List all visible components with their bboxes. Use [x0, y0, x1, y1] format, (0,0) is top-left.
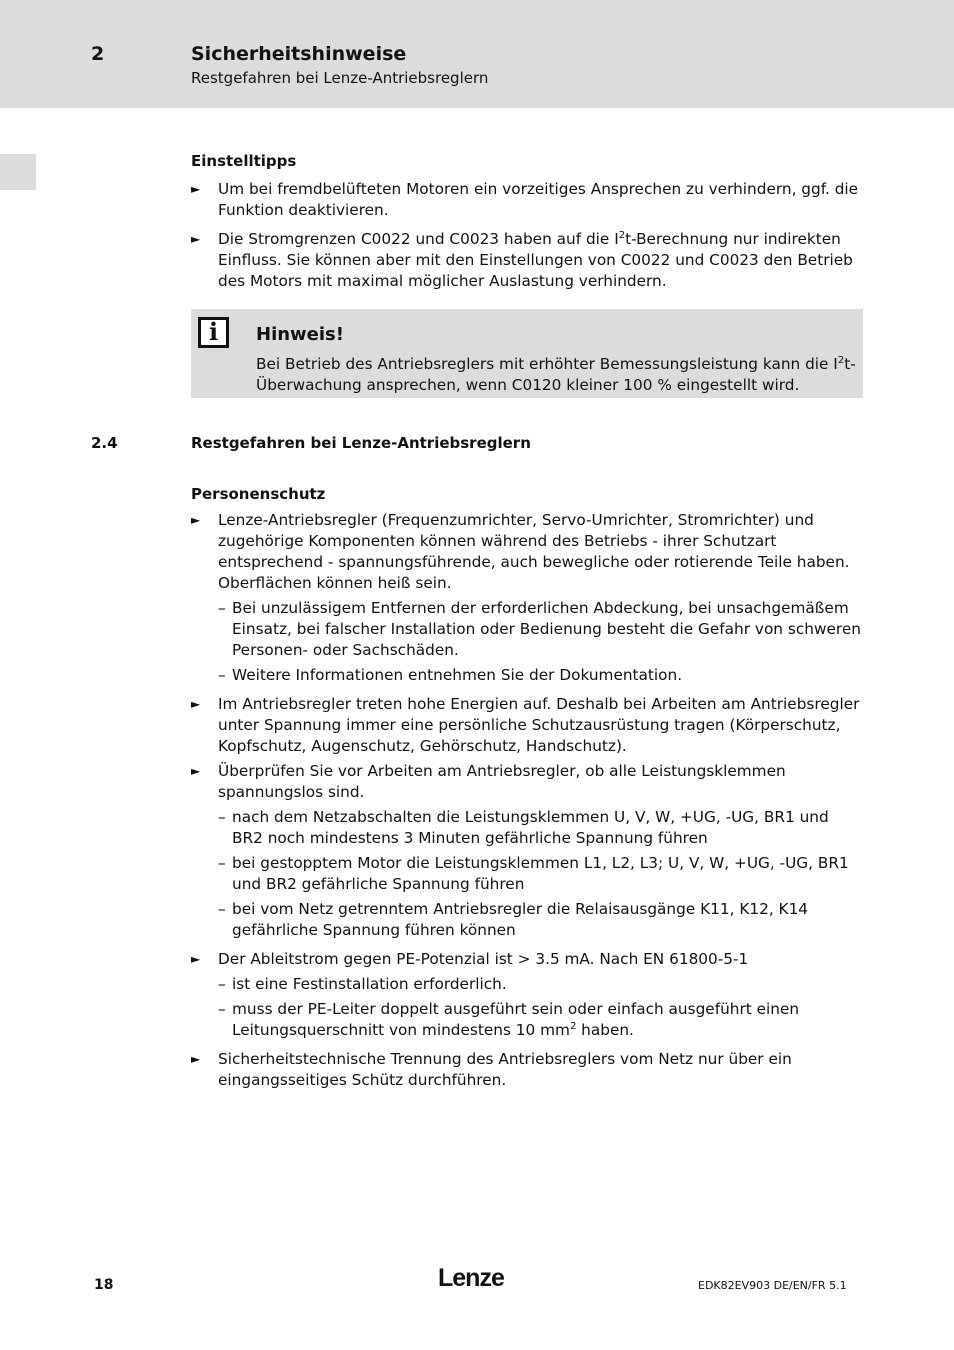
sub-list-item: – nach dem Netzabschalten die Leistungsklemmen U, V, W, +UG, -UG, BR1 und BR2 noch mindestens 3 Minuten gefährliche Spannung führen — [218, 808, 829, 847]
einstelltipps-section — [191, 151, 863, 292]
list-item-text: Der Ableitstrom gegen PE-Potenzial ist > 3.5 mA. Nach EN 61800-5-1 — [218, 950, 749, 968]
list-item — [191, 949, 863, 970]
bullet-arrow-icon: ► — [191, 764, 201, 778]
list-item-text: Lenze-Antriebsregler (Frequenzumrichter, Servo-Umrichter, Stromrichter) und zugehörige Komponenten können während des Betriebs - ihrer Schutzart entsprechend - spannungsführende, auch bewegliche oder rotierende Teile haben. Oberflächen können heiß sein. — [218, 511, 850, 592]
chapter-title: Sicherheitshinweise — [191, 43, 407, 65]
list-item — [191, 510, 863, 594]
sub-list-item-text: nach dem Netzabschalten die Leistungsklemmen U, V, W, +UG, -UG, BR1 und BR2 noch mindestens 3 Minuten gefährliche Spannung führen — [232, 808, 829, 847]
einstelltipps-heading: Einstelltipps — [191, 152, 297, 170]
list-item — [191, 229, 863, 292]
chapter-side-tab — [0, 154, 36, 190]
bullet-arrow-icon: ► — [191, 697, 201, 711]
bullet-arrow-icon: ► — [191, 232, 201, 246]
sub-list-item: – bei gestopptem Motor die Leistungsklemmen L1, L2, L3; U, V, W, +UG, -UG, BR1 und BR2 gefährliche Spannung führen — [218, 854, 849, 893]
sub-list-item: – Bei unzulässigem Entfernen der erforderlichen Abdeckung, bei unsachgemäßem Einsatz, bei falscher Installation oder Bedienung besteht die Gefahr von schweren Personen- oder Sachschäden. — [218, 599, 861, 659]
note-text: Bei Betrieb des Antriebsreglers mit erhöhter Bemessungsleistung kann die $I^2t$-Überwachung ansprechen, wenn C0120 kleiner 100 % eingestellt wird. — [256, 354, 856, 394]
list-item — [191, 1049, 863, 1091]
list-item-text: Um bei fremdbelüfteten Motoren ein vorzeitiges Ansprechen zu verhindern, ggf. die Funktion deaktivieren. — [218, 180, 859, 219]
info-icon: i — [198, 317, 229, 348]
chapter-number: 2 — [91, 43, 105, 65]
sub-list-item-text: Bei unzulässigem Entfernen der erforderlichen Abdeckung, bei unsachgemäßem Einsatz, bei falscher Installation oder Bedienung besteht die Gefahr von schweren Personen- oder Sachschäden. — [232, 599, 861, 659]
sub-list-item: – ist eine Festinstallation erforderlich. — [218, 975, 507, 993]
note-box — [191, 309, 863, 398]
bullet-arrow-icon: ► — [191, 182, 201, 196]
list-item — [191, 179, 863, 221]
list-item — [191, 761, 863, 803]
sub-list-item-text: bei vom Netz getrenntem Antriebsregler die Relaisausgänge K11, K12, K14 gefährliche Spannung führen können — [232, 900, 809, 939]
bullet-arrow-icon: ► — [191, 1052, 201, 1066]
sub-list-item-text: muss der PE-Leiter doppelt ausgeführt sein oder einfach ausgeführt einen Leitungsquerschnitt von mindestens 10 $mm^2$ haben. — [232, 1000, 800, 1039]
list-item-text: Im Antriebsregler treten hohe Energien auf. Deshalb bei Arbeiten am Antriebsregler unter Spannung immer eine persönliche Schutzausrüstung tragen (Körperschutz, Kopfschutz, Augenschutz, Gehörschutz, Handschutz). — [218, 695, 860, 755]
page-number: 18 — [94, 1277, 114, 1293]
chapter-subtitle: Restgefahren bei Lenze-Antriebsreglern — [191, 69, 489, 87]
sub-list-item: – Weitere Informationen entnehmen Sie der Dokumentation. — [218, 666, 683, 684]
bullet-arrow-icon: ► — [191, 952, 201, 966]
sub-list-item-text: Weitere Informationen entnehmen Sie der Dokumentation. — [232, 666, 683, 684]
lenze-logo: Lenze — [438, 1264, 504, 1292]
section-number: 2.4 — [91, 434, 118, 452]
section-title: Restgefahren bei Lenze-Antriebsreglern — [191, 434, 531, 452]
sub-list-item-text: bei gestopptem Motor die Leistungsklemmen L1, L2, L3; U, V, W, +UG, -UG, BR1 und BR2 gefährliche Spannung führen — [232, 854, 849, 893]
sub-list-item: – bei vom Netz getrenntem Antriebsregler die Relaisausgänge K11, K12, K14 gefährliche Spannung führen können — [218, 900, 809, 939]
sub-list-item-text: ist eine Festinstallation erforderlich. — [232, 975, 507, 993]
list-item-text: Überprüfen Sie vor Arbeiten am Antriebsregler, ob alle Leistungsklemmen spannungslos sind. — [218, 762, 786, 801]
sub-list-item: – muss der PE-Leiter doppelt ausgeführt sein oder einfach ausgeführt einen Leitungsquerschnitt von mindestens 10 $mm^2$ haben. — [218, 1000, 800, 1039]
note-title: Hinweis! — [256, 324, 344, 345]
list-item — [191, 694, 863, 757]
list-item-text: Sicherheitstechnische Trennung des Antriebsreglers vom Netz nur über ein eingangsseitiges Schütz durchführen. — [218, 1050, 792, 1089]
document-id: EDK82EV903 DE/EN/FR 5.1 — [698, 1279, 847, 1292]
personenschutz-section — [191, 484, 863, 1091]
list-item-text: Die Stromgrenzen C0022 und C0023 haben auf die $I^2t$-Berechnung nur indirekten Einfluss. Sie können aber mit den Einstellungen von C0022 und C0023 den Betrieb des Motors mit maximal möglicher Auslastung verhindern. — [218, 229, 853, 290]
bullet-arrow-icon: ► — [191, 513, 201, 527]
personenschutz-heading: Personenschutz — [191, 485, 326, 503]
header-band — [0, 0, 954, 108]
